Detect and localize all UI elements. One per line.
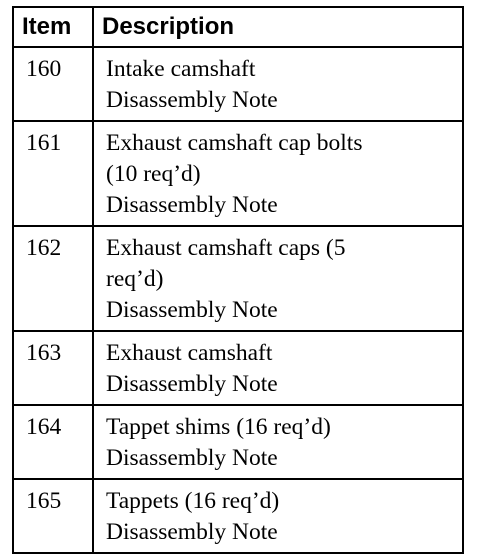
item-number: 163 bbox=[13, 331, 93, 405]
item-number: 162 bbox=[13, 226, 93, 331]
item-number: 165 bbox=[13, 479, 93, 553]
table-row bbox=[13, 47, 463, 121]
description-cell bbox=[93, 121, 463, 226]
table-row bbox=[13, 121, 463, 226]
description-cell bbox=[93, 405, 463, 479]
description-cell bbox=[93, 331, 463, 405]
parts-table bbox=[12, 6, 464, 554]
table-row bbox=[13, 331, 463, 405]
description-cell bbox=[93, 226, 463, 331]
description-line: Disassembly Note bbox=[106, 371, 278, 397]
item-number: 164 bbox=[13, 405, 93, 479]
table-body bbox=[13, 47, 463, 553]
description-line: Exhaust camshaft cap bolts bbox=[106, 130, 363, 156]
description-line: Disassembly Note bbox=[106, 519, 278, 545]
table-row bbox=[13, 405, 463, 479]
table-row bbox=[13, 226, 463, 331]
description-line: Disassembly Note bbox=[106, 297, 278, 323]
description-line: Disassembly Note bbox=[106, 87, 278, 113]
item-number: 160 bbox=[13, 47, 93, 121]
description-line: Exhaust camshaft caps (5 bbox=[106, 235, 346, 261]
table-row bbox=[13, 479, 463, 553]
item-column-header: Item bbox=[13, 7, 93, 47]
table-header bbox=[13, 7, 463, 47]
description-line: Intake camshaft bbox=[106, 56, 256, 82]
description-column-header: Description bbox=[93, 7, 463, 47]
description-line: Tappets (16 req’d) bbox=[106, 488, 280, 514]
description-line: (10 req’d) bbox=[106, 161, 201, 187]
description-cell bbox=[93, 479, 463, 553]
description-line: req’d) bbox=[106, 266, 164, 292]
description-line: Disassembly Note bbox=[106, 192, 278, 218]
description-cell bbox=[93, 47, 463, 121]
item-number: 161 bbox=[13, 121, 93, 226]
description-line: Exhaust camshaft bbox=[106, 340, 273, 366]
description-line: Disassembly Note bbox=[106, 445, 278, 471]
header-row bbox=[13, 7, 463, 47]
description-line: Tappet shims (16 req’d) bbox=[106, 414, 331, 440]
